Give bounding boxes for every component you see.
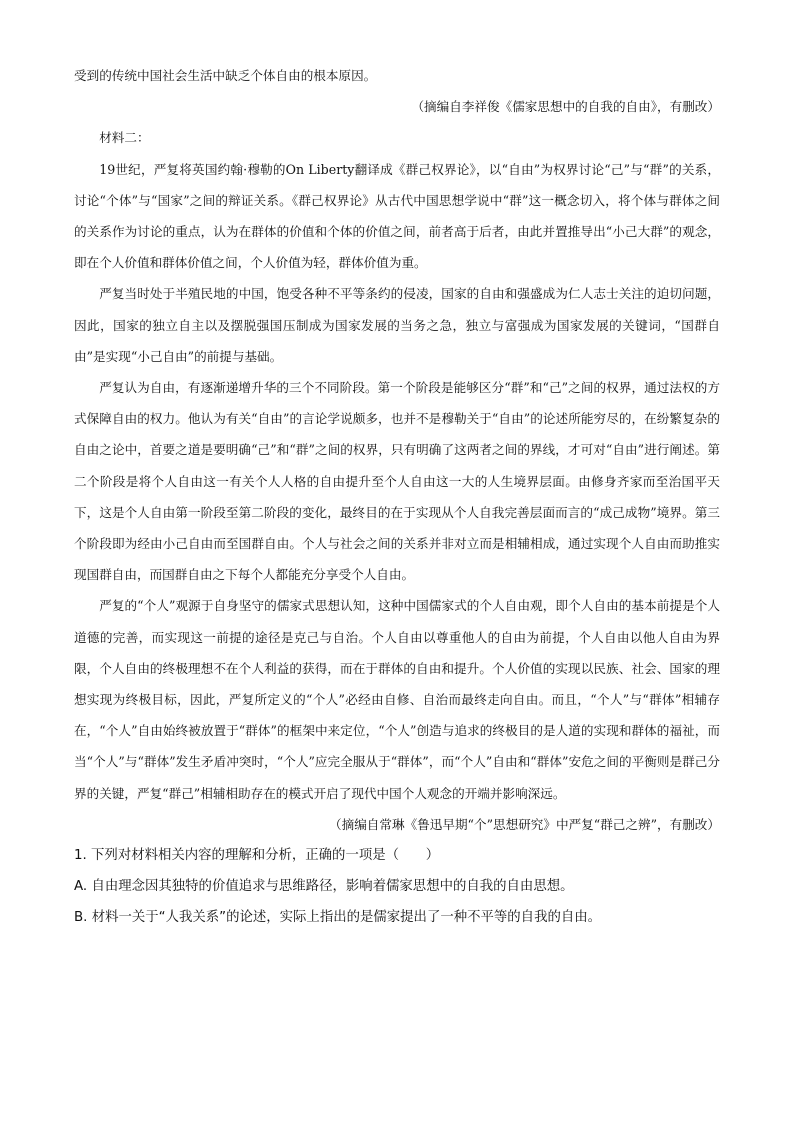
material-2-paragraph-4: 严复的“个人”观源于自身坚守的儒家式思想认知，这种中国儒家式的个人自由观，即个人自由的基本前提是个人道德的完善，而实现这一前提的途径是克己与自治。个人自由以尊重他人的自由为前提，个人自由以他人自由为界限，个人自由的终极理想不在个人利益的获得，而在于群体的自由和提升。个人价值的实现以民族、社会、国家的理想实现为终极目标，因此，严复所定义的“个人”必经由自修、自治而最终走向自由。而且，“个人”与“群体”相辅存在，“个人”自由始终被放置于“群体”的框架中来定位，“个人”创造与追求的终极目的是人道的实现和群体的福祉，而当“个人”与“群体”发生矛盾冲突时，“个人”应完全服从于“群体”，而“个人”自由和“群体”安危之间的平衡则是群己分界的关键，严复“群己”相辅相助存在的模式开启了现代中国个人观念的开端并影响深远。 (74, 598, 720, 801)
material-2-label: 材料二： (99, 130, 150, 146)
option-b: B. 材料一关于“人我关系”的论述，实际上指出的是儒家提出了一种不平等的自我的自由。 (74, 910, 602, 926)
paragraph-continuation: 受到的传统中国社会生活中缺乏个体自由的根本原因。 (74, 68, 377, 83)
material-2-paragraph-3: 严复认为自由，有逐渐递增升华的三个不同阶段。第一个阶段是能够区分“群”和“己”之间的权界，通过法权的方式保障自由的权力。他认为有关“自由”的言论学说颇多，也并不是穆勒关于“自由”的论述所能穷尽的，在纷繁复杂的自由之论中，首要之道是要明确“己”和“群”之间的权界，只有明确了这两者之间的界线，才可对“自由”进行阐述。第二个阶段是将个人自由这一有关个人人格的自由提升至个人自由这一大的人生境界层面。由修身齐家而至治国平天下，这是个人自由第一阶段至第二阶段的变化，最终目的在于实现从个人自我完善层面而言的“成己成物”境界。第三个阶段即为经由小己自由而至国群自由。个人与社会之间的关系并非对立而是相辅相成，通过实现个人自由而助推实现国群自由，而国群自由之下每个人都能充分享受个人自由。 (74, 380, 720, 583)
material-2-paragraph-2: 严复当时处于半殖民地的中国，饱受各种不平等条约的侵凌，国家的自由和强盛成为仁人志士关注的迫切问题，因此，国家的独立自主以及摆脱强国压制成为国家发展的当务之急，独立与富强成为国家发展的关键词，“国群自由”是实现“小己自由”的前提与基础。 (74, 286, 720, 364)
question-stem: 1. 下列对材料相关内容的理解和分析，正确的一项是（ ） (74, 848, 440, 864)
material-2-paragraph-1: 19世纪，严复将英国约翰·穆勒的On Liberty翻译成《群己权界论》，以“自由”为权界讨论“己”与“群”的关系，讨论“个体”与“国家”之间的辩证关系。《群己权界论》从古代中国思想学说中“群”这一概念切入，将个体与群体之间的关系作为讨论的重点，认为在群体的价值和个体的价值之间，前者高于后者，由此并置推导出“小己大群”的观念，即在个人价值和群体价值之间，个人价值为轻，群体价值为重。 (74, 161, 720, 271)
source-citation-1: （摘编自李祥俊《儒家思想中的自我的自由》，有删改） (411, 99, 720, 115)
option-a: A. 自由理念因其独特的价值追求与思维路径，影响着儒家思想中的自我的自由思想。 (74, 879, 574, 895)
document-body (74, 60, 720, 933)
source-citation-2: （摘编自常琳《鲁迅早期“个”思想研究》中严复“群己之辨”，有删改） (329, 816, 720, 832)
